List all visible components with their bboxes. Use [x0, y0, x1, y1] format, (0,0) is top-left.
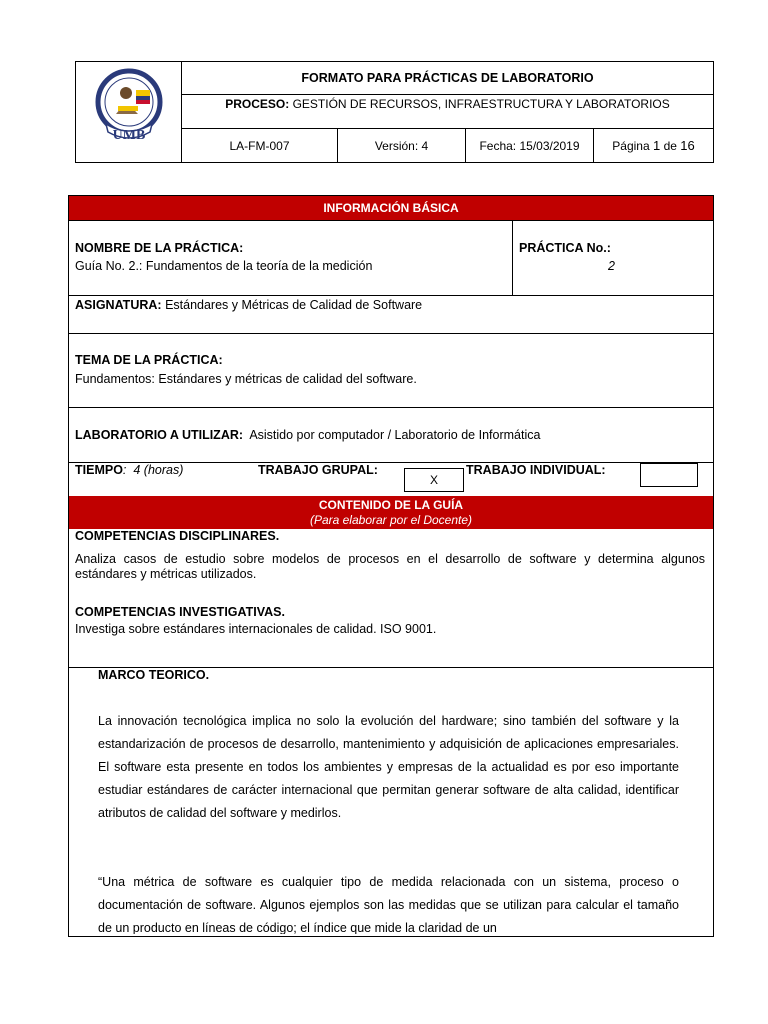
time-value: 4 (horas) [133, 463, 184, 477]
page-of: de [663, 138, 677, 153]
research-competencies-text: Investiga sobre estándares internacionales de calidad. ISO 9001. [75, 622, 437, 636]
page-number: 1 [652, 138, 661, 153]
section-content-title: CONTENIDO DE LA GUÍA [318, 498, 464, 512]
meta-row [182, 129, 713, 162]
lab-line [75, 428, 540, 442]
practice-name-value: Guía No. 2.: Fundamentos de la teoría de la medición [75, 259, 373, 273]
group-work-label: TRABAJO GRUPAL: [258, 463, 378, 477]
form-code: LA-FM-007 [182, 129, 338, 162]
form-title: FORMATO PARA PRÁCTICAS DE LABORATORIO [182, 62, 713, 95]
process-line [182, 95, 713, 129]
document-header [75, 61, 714, 163]
individual-work-checkbox[interactable] [640, 463, 698, 487]
group-work-checkbox[interactable]: X [404, 468, 464, 492]
lab-value: Asistido por computador / Laboratorio de Informática [249, 428, 541, 442]
section-content-header [69, 496, 713, 529]
practice-number-value: 2 [608, 259, 615, 273]
section-content-subtitle: (Para elaborar por el Docente) [309, 513, 473, 527]
time-colon: : [122, 463, 127, 477]
theoretical-framework-paragraph-2: “Una métrica de software es cualquier tipo de medida relacionada con un sistema, proceso o documentación de software. Algunos ejemplos son las medidas que se utilizan para calcular el tamaño de un producto en líneas de código; el índice que mide la claridad de un [98, 875, 679, 934]
time-line [75, 463, 183, 477]
practice-name-label: NOMBRE DE LA PRÁCTICA: [75, 241, 244, 255]
page-total: 16 [680, 138, 695, 153]
subject-line [75, 298, 422, 312]
section-basic-info-title: INFORMACIÓN BÁSICA [69, 196, 713, 220]
logo-letters: UMB [112, 128, 146, 143]
research-competencies-label: COMPETENCIAS INVESTIGATIVAS. [75, 605, 285, 619]
topic-label: TEMA DE LA PRÁCTICA: [75, 353, 223, 367]
practice-number-label: PRÁCTICA No.: [519, 241, 611, 255]
individual-work-label: TRABAJO INDIVIDUAL: [466, 463, 606, 477]
process-value: GESTIÓN DE RECURSOS, INFRAESTRUCTURA Y LABORATORIOS [292, 97, 670, 111]
disciplinary-competencies-label: COMPETENCIAS DISCIPLINARES. [75, 529, 280, 543]
lab-label: LABORATORIO A UTILIZAR: [75, 428, 244, 442]
process-label: PROCESO: [225, 97, 290, 111]
logo-cell [76, 62, 182, 162]
page-prefix: Página [612, 138, 650, 153]
subject-value: Estándares y Métricas de Calidad de Software [165, 298, 423, 312]
time-label: TIEMPO [75, 463, 123, 477]
theoretical-framework-paragraph-1: La innovación tecnológica implica no solo la evolución del hardware; sino también del software y la estandarización de procesos de desarrollo, mantenimiento y adquisición de aplicaciones empresariales. El software esta presente en todos los ambientes y empresas de la actualidad es por eso importante estudiar estándares de carácter internacional que permitan generar software de alta calidad, identificar atributos de calidad del software y medirlos. [98, 714, 679, 820]
form-version: Versión: 4 [338, 129, 466, 162]
umb-logo [76, 62, 182, 162]
subject-label: ASIGNATURA: [75, 298, 162, 312]
topic-value: Fundamentos: Estándares y métricas de calidad del software. [75, 372, 417, 386]
theoretical-framework-label: MARCO TEORICO. [98, 668, 210, 682]
form-date: Fecha: 15/03/2019 [466, 129, 594, 162]
practice-form [68, 195, 714, 937]
page-indicator [594, 129, 713, 162]
disciplinary-competencies-text: Analiza casos de estudio sobre modelos de procesos en el desarrollo de software y determina algunos estándares y métricas utilizados. [75, 552, 705, 581]
